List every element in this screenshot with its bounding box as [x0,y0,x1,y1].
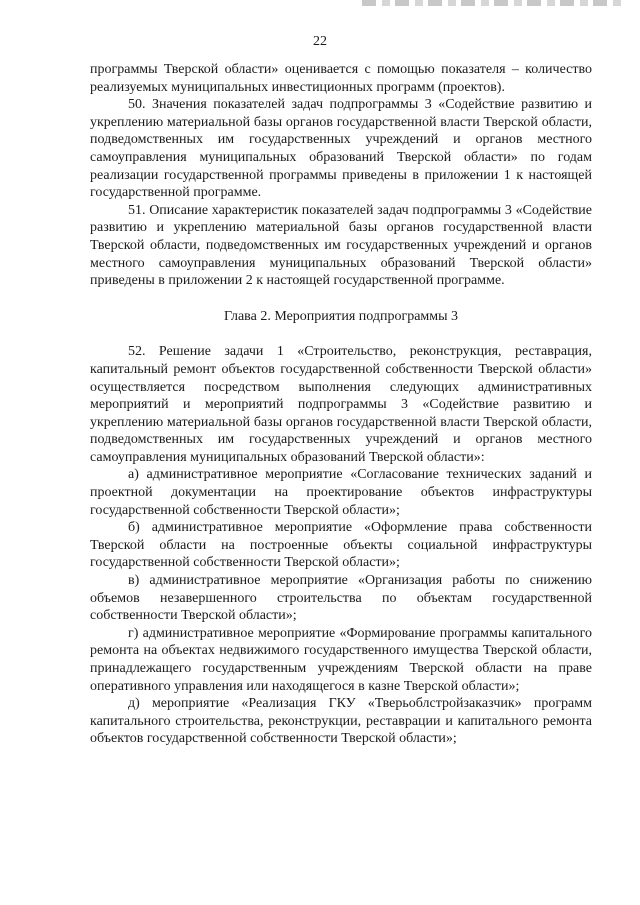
list-item-g: г) административное мероприятие «Формирование программы капитального ремонта на объектах недвижимого государственного имущества Тверской области, принадлежащего государственным учреждениям Тверской области на праве оперативного управления или находящегося в казне Тверской области»; [90,625,592,694]
chapter-heading: Глава 2. Мероприятия подпрограммы 3 [223,308,459,324]
list-item-v: в) административное мероприятие «Организация работы по снижению объемов незавершенного строительства по объектам государственной собственности Тверской области»; [90,573,592,624]
list-item-d: д) мероприятие «Реализация ГКУ «Тверьоблстройзаказчик» программ капитального строительства, реконструкции, реставрации и капитального ремонта объектов государственной собственности Тверской области»; [90,696,592,747]
document-body [90,61,592,748]
paragraph-50: 50. Значения показателей задач подпрограммы 3 «Содействие развитию и укреплению материальной базы органов государственной власти Тверской области, подведомственных им государственных учреждений и органов местного самоуправления муниципальных образований Тверской области» по годам реализации государственной программы приведены в приложении 1 к настоящей государственной программе. [90,97,592,201]
page-number: 22 [313,34,327,49]
paragraph-52: 52. Решение задачи 1 «Строительство, реконструкция, реставрация, капитальный ремонт объектов государственной собственности Тверской области» осуществляется посредством выполнения следующих административных мероприятий и мероприятий подпрограммы 3 «Содействие развитию и укреплению материальной базы органов государственной власти Тверской области, подведомственных им государственных учреждений и органов местного самоуправления муниципальных образований Тверской области»: [90,344,592,465]
list-item-a: а) административное мероприятие «Согласование технических заданий и проектной документации на проектирование объектов инфраструктуры государственной собственности Тверской области»; [90,467,592,518]
paragraph-continuation: программы Тверской области» оценивается с помощью показателя – количество реализуемых муниципальных инвестиционных программ (проектов). [90,62,592,95]
scan-header-mark [362,0,622,6]
list-item-b: б) административное мероприятие «Оформление права собственности Тверской области на построенные объекты социальной инфраструктуры государственной собственности Тверской области»; [90,520,592,571]
paragraph-51: 51. Описание характеристик показателей задач подпрограммы 3 «Содействие развитию и укреплению материальной базы органов государственной власти Тверской области, подведомственных им государственных учреждений и органов местного самоуправления муниципальных образований Тверской области» приведены в приложении 2 к настоящей государственной программе. [90,202,592,289]
